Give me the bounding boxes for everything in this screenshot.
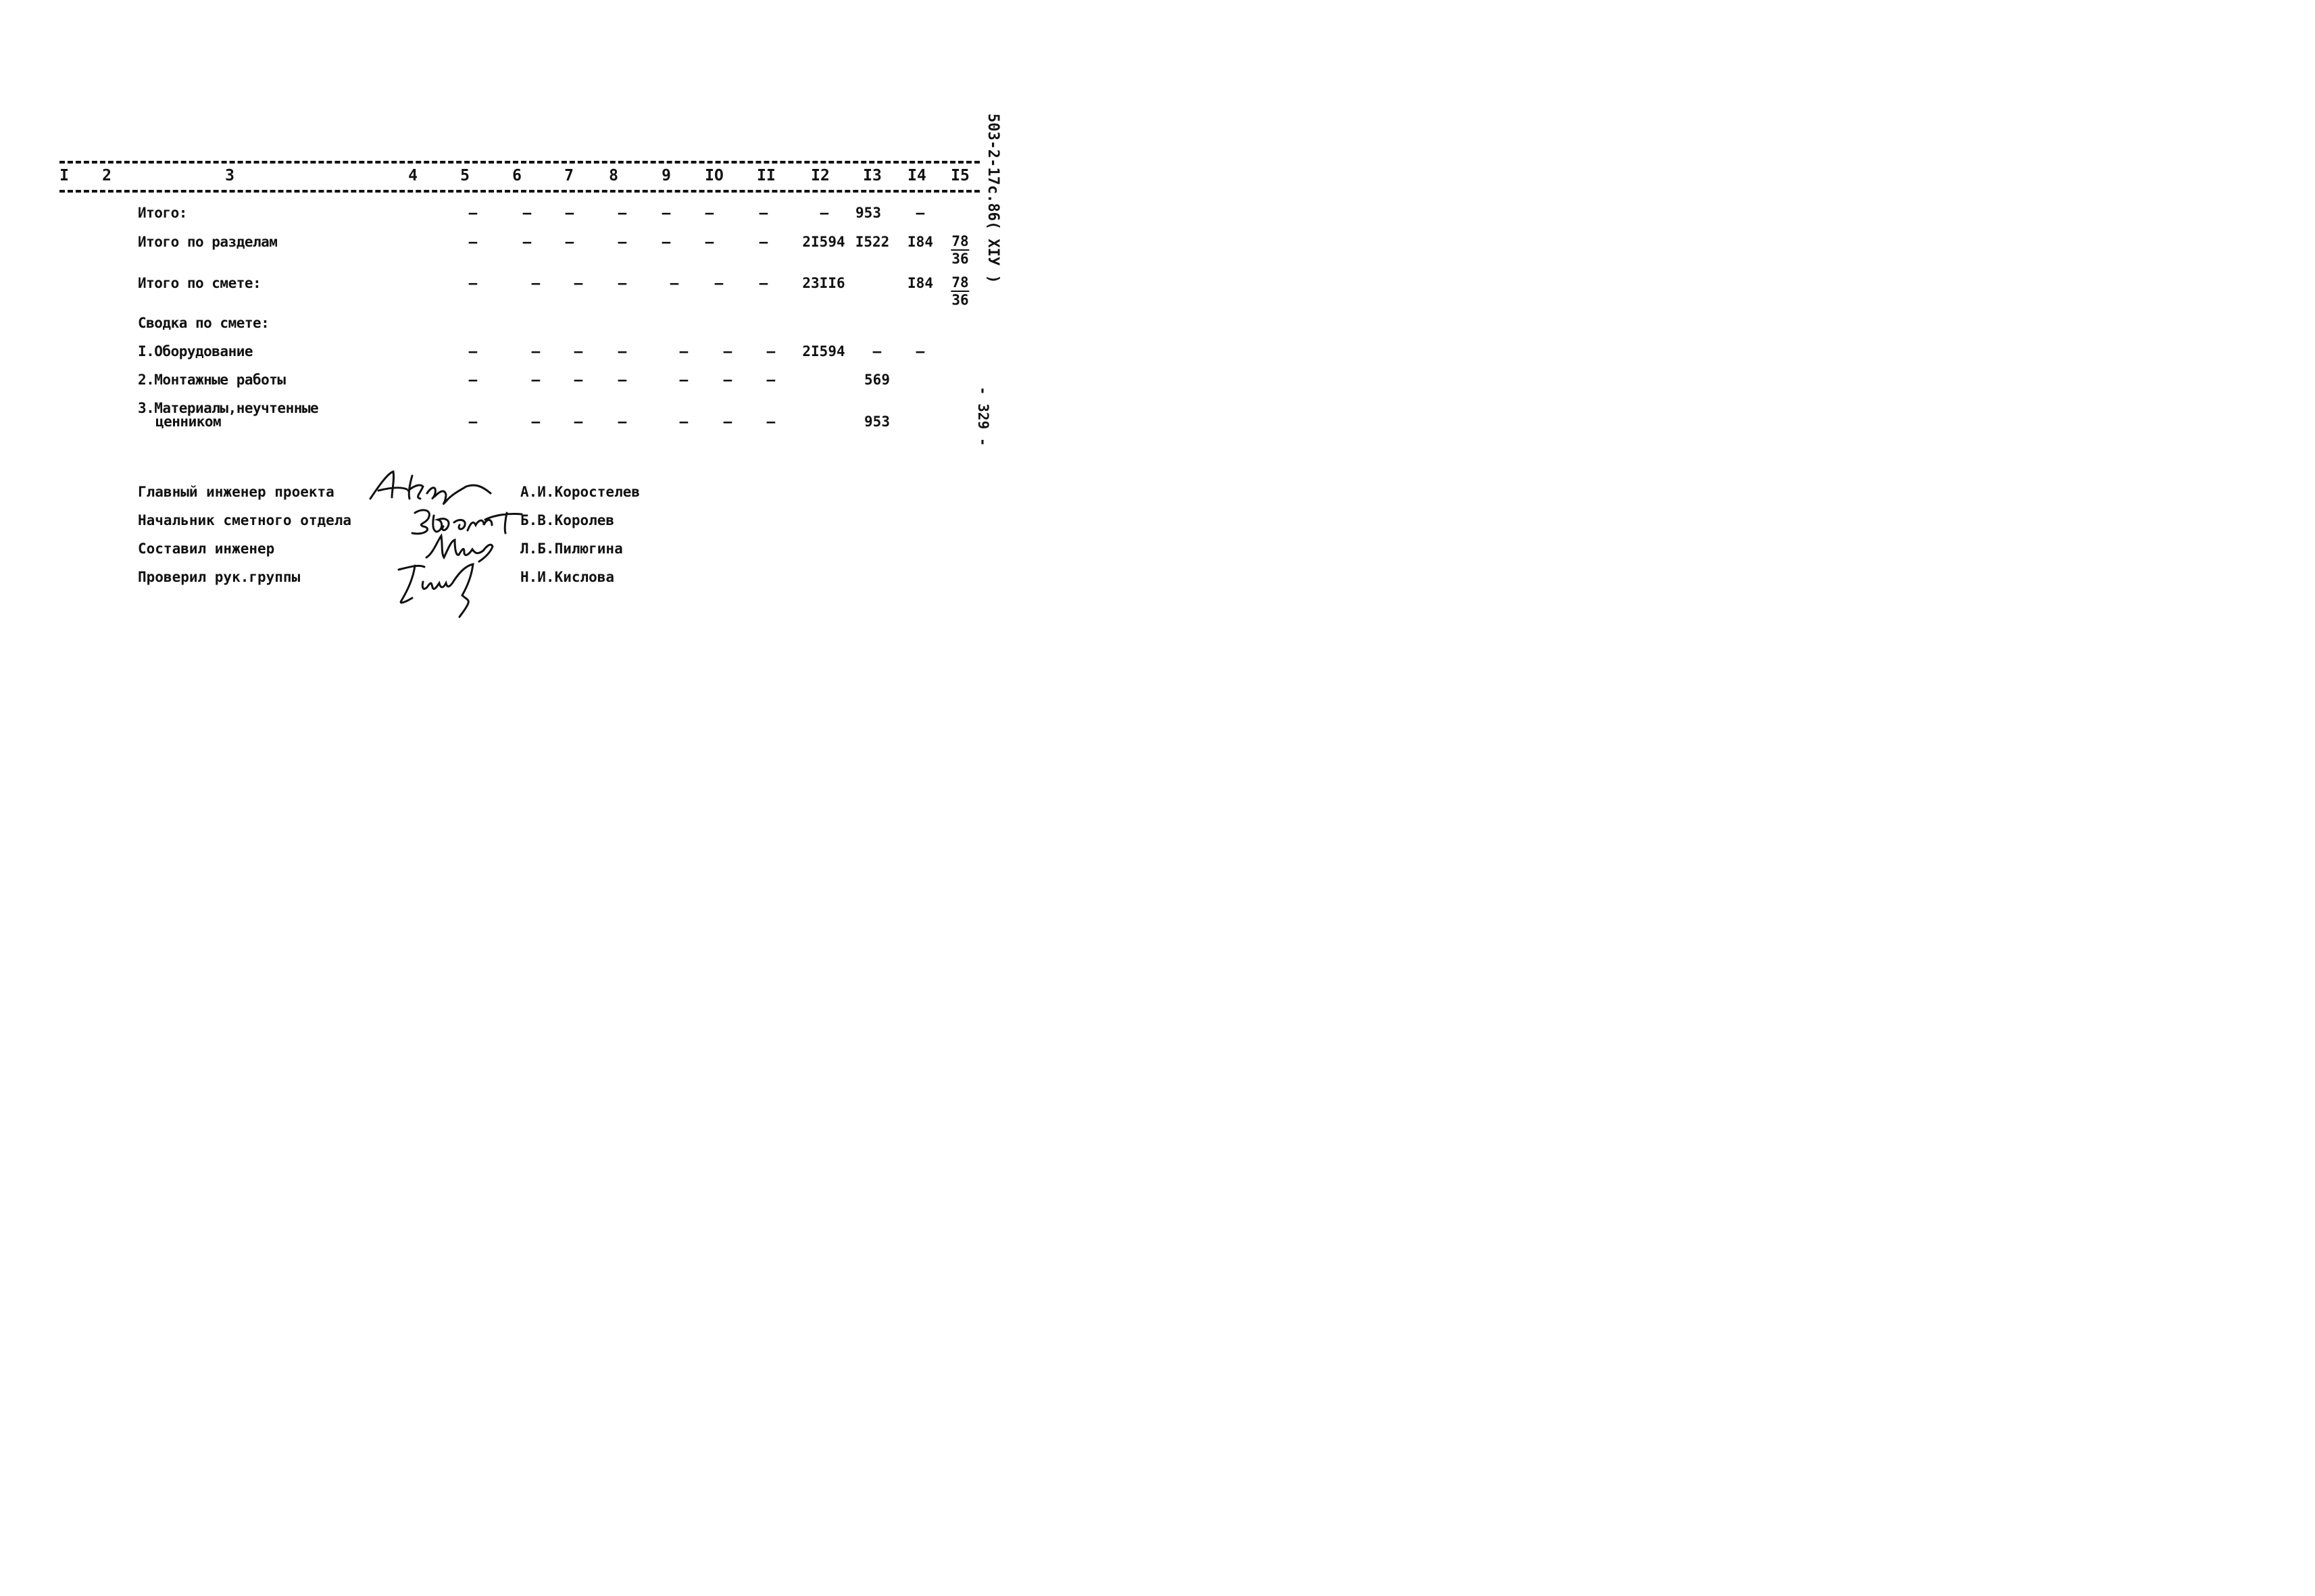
- table-cell: I522: [855, 234, 890, 250]
- row-label: I.Оборудование: [138, 343, 253, 359]
- table-cell: –: [662, 234, 671, 250]
- table-cell: –: [618, 372, 627, 388]
- table-cell: 953: [855, 205, 881, 221]
- table-cell: 23II6: [802, 275, 845, 291]
- table-cell: –: [705, 205, 714, 221]
- table-cell: 2I594: [802, 234, 845, 250]
- table-cell: –: [916, 343, 925, 359]
- row-label-line: ценником: [155, 414, 222, 430]
- row-label-line: 3.Материалы,неучтенные: [138, 400, 319, 416]
- col-header-15: I5: [951, 167, 970, 184]
- table-cell: –: [766, 372, 776, 388]
- table-cell: –: [916, 205, 925, 221]
- fraction-value: [951, 233, 969, 267]
- table-cell: –: [565, 234, 574, 250]
- signature-name: Б.В.Королев: [520, 512, 615, 528]
- fraction-numerator: 78: [951, 233, 969, 249]
- signature-name: Л.Б.Пилюгина: [520, 541, 623, 557]
- table-cell: –: [468, 234, 478, 250]
- table-cell: –: [618, 234, 627, 250]
- header-bottom-rule: [59, 190, 980, 193]
- table-cell: –: [531, 414, 541, 430]
- table-cell: I84: [907, 234, 933, 250]
- fraction-denominator: 36: [951, 251, 969, 267]
- table-cell: –: [714, 275, 724, 291]
- table-cell: –: [618, 343, 627, 359]
- table-cell: –: [468, 275, 478, 291]
- table-cell: –: [705, 234, 714, 250]
- col-header-9: 9: [662, 167, 671, 184]
- table-cell: –: [820, 205, 829, 221]
- table-cell: I84: [907, 275, 933, 291]
- document-page: [0, 0, 1042, 718]
- col-header-11: II: [757, 167, 776, 184]
- col-header-2: 2: [102, 167, 111, 184]
- row-label: Итого по разделам: [138, 234, 278, 250]
- table-cell: –: [531, 343, 541, 359]
- handwritten-signature-1: [365, 466, 500, 507]
- page-number: - 329 -: [975, 386, 991, 447]
- signature-name: А.И.Коростелев: [520, 484, 641, 500]
- row-label: Итого по смете:: [138, 275, 262, 291]
- table-cell: –: [618, 414, 627, 430]
- table-cell: –: [574, 275, 583, 291]
- col-header-1: I: [59, 167, 69, 184]
- row-label: 2.Монтажные работы: [138, 372, 286, 388]
- col-header-6: 6: [512, 167, 522, 184]
- table-cell: –: [662, 205, 671, 221]
- col-header-12: I2: [811, 167, 830, 184]
- table-cell: –: [679, 372, 689, 388]
- table-cell: –: [574, 414, 583, 430]
- table-cell: –: [759, 205, 768, 221]
- table-cell: –: [723, 414, 732, 430]
- table-cell: –: [531, 372, 541, 388]
- col-header-5: 5: [460, 167, 470, 184]
- table-cell: –: [679, 414, 689, 430]
- col-header-13: I3: [863, 167, 882, 184]
- header-top-rule: [59, 161, 980, 164]
- table-cell: –: [872, 343, 882, 359]
- table-cell: –: [574, 372, 583, 388]
- signature-role: Главный инженер проекта: [138, 484, 334, 500]
- signature-role: Начальник сметного отдела: [138, 512, 352, 528]
- document-code: 503-2-17с.86( XIУ ): [985, 114, 1001, 284]
- handwritten-signature-4: [392, 557, 487, 618]
- signature-role: Составил инженер: [138, 541, 275, 557]
- fraction-numerator: 78: [951, 274, 969, 291]
- signature-role: Проверил рук.группы: [138, 569, 301, 585]
- col-header-10: IO: [705, 167, 724, 184]
- row-label: Итого:: [138, 205, 187, 221]
- col-header-8: 8: [609, 167, 618, 184]
- table-cell: –: [468, 414, 478, 430]
- row-label: [138, 401, 318, 428]
- table-cell: –: [618, 275, 627, 291]
- table-cell: –: [766, 414, 776, 430]
- table-cell: –: [468, 205, 478, 221]
- col-header-7: 7: [564, 167, 574, 184]
- table-cell: –: [468, 372, 478, 388]
- col-header-3: 3: [225, 167, 234, 184]
- row-label: Сводка по смете:: [138, 315, 270, 331]
- table-cell: –: [759, 234, 768, 250]
- table-cell: –: [723, 343, 732, 359]
- table-cell: –: [759, 275, 768, 291]
- table-cell: –: [670, 275, 679, 291]
- signature-name: Н.И.Кислова: [520, 569, 615, 585]
- table-cell: 569: [864, 372, 890, 388]
- table-cell: –: [531, 275, 541, 291]
- col-header-14: I4: [907, 167, 926, 184]
- table-cell: –: [468, 343, 478, 359]
- table-cell: –: [618, 205, 627, 221]
- fraction-denominator: 36: [951, 292, 969, 308]
- table-cell: –: [522, 234, 532, 250]
- table-cell: 953: [864, 414, 890, 430]
- col-header-4: 4: [408, 167, 418, 184]
- table-cell: –: [723, 372, 732, 388]
- table-cell: –: [565, 205, 574, 221]
- table-cell: –: [574, 343, 583, 359]
- table-cell: –: [522, 205, 532, 221]
- table-cell: –: [679, 343, 689, 359]
- fraction-value: [951, 274, 969, 308]
- table-cell: 2I594: [802, 343, 845, 359]
- table-cell: –: [766, 343, 776, 359]
